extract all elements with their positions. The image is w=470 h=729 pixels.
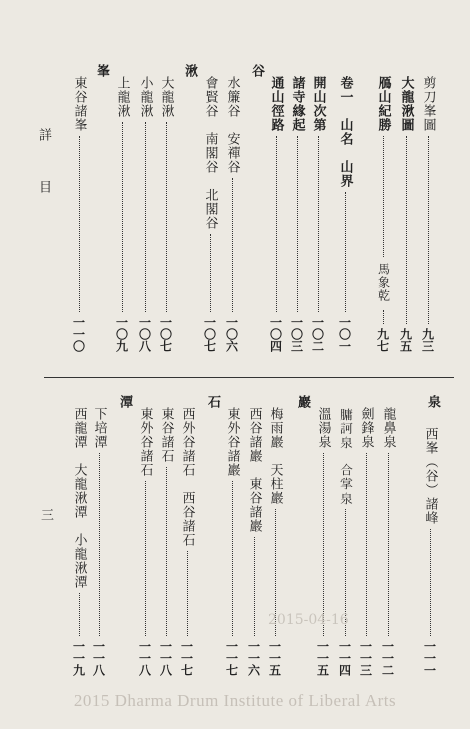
- entry-page-number: 一一六: [246, 640, 261, 676]
- leader-dots: [297, 136, 298, 312]
- entry-page-number: 一一七: [179, 640, 194, 676]
- upper-section-heading: 湫: [182, 64, 197, 78]
- entry-page-number: 九五: [398, 328, 413, 352]
- entry-title: 溫湯泉: [315, 407, 331, 449]
- lower-section-heading: 巖: [295, 395, 310, 409]
- leader-dots: [187, 551, 188, 636]
- entry-page-number: 一一五: [315, 640, 330, 676]
- entry-title: 東谷諸石: [158, 407, 174, 463]
- leader-dots: [166, 467, 167, 636]
- upper-entry[interactable]: [158, 76, 174, 352]
- lower-entry[interactable]: [246, 407, 262, 676]
- entry-page-number: 一一七: [224, 640, 239, 676]
- lower-entry[interactable]: [91, 407, 107, 676]
- leader-dots: [406, 136, 407, 324]
- lower-entry[interactable]: [315, 407, 331, 676]
- leader-dots: [79, 136, 80, 312]
- entry-title: 下培潭: [91, 407, 107, 449]
- entry-page-number: 一一二: [380, 640, 395, 676]
- upper-entry[interactable]: [337, 76, 353, 352]
- entry-page-number: 一〇八: [137, 316, 152, 352]
- leader-dots: [232, 481, 233, 636]
- leader-dots: [122, 122, 123, 312]
- entry-page-number: 一一四: [337, 640, 352, 676]
- entry-page-number: 一一三: [358, 640, 373, 676]
- page-marker: 三: [38, 508, 53, 521]
- entry-page-number: 一〇七: [202, 316, 217, 352]
- entry-page-number: 一〇九: [114, 316, 129, 352]
- section-divider: [44, 377, 454, 378]
- leader-dots: [383, 136, 384, 257]
- side-label-bottom: 目: [36, 180, 51, 193]
- entry-title: 剪刀峯圖: [420, 76, 436, 132]
- upper-entry[interactable]: [71, 76, 87, 352]
- leader-dots: [428, 136, 429, 324]
- watermark-footer: 2015 Dharma Drum Institute of Liberal Arts: [73, 691, 397, 710]
- entry-title: 𦟛訶泉 合掌泉: [337, 407, 353, 505]
- lower-section-heading: 潭: [117, 395, 132, 409]
- entry-title: 東外谷諸石: [137, 407, 153, 477]
- upper-entry[interactable]: [202, 76, 218, 352]
- leader-dots: [323, 453, 324, 636]
- lower-section-heading: 石: [205, 395, 220, 409]
- leader-dots: [254, 537, 255, 636]
- date-stamp: 2015-04-16: [268, 612, 349, 628]
- entry-title: 大龍湫圖: [398, 76, 414, 132]
- entry-page-number: 一〇三: [289, 316, 304, 352]
- leader-dots: [210, 234, 211, 312]
- lower-entry[interactable]: [380, 407, 396, 676]
- entry-title: 西外谷諸石 西谷諸石: [179, 407, 195, 547]
- entry-page-number: 一一一: [422, 640, 437, 676]
- upper-entry[interactable]: [224, 76, 240, 352]
- upper-entry[interactable]: [375, 76, 391, 352]
- entry-page-number: 一〇四: [268, 316, 283, 352]
- entry-title: 水簾谷 安禪谷: [224, 76, 240, 174]
- lower-entry[interactable]: [358, 407, 374, 676]
- entry-title: 上龍湫: [114, 76, 130, 118]
- lower-entry[interactable]: [179, 407, 195, 676]
- entry-title: 大龍湫: [158, 76, 174, 118]
- entry-title: 通山徑路: [268, 76, 284, 132]
- entry-title: 西谷諸巖 東谷諸巖: [246, 407, 262, 533]
- entry-title: 鴈山紀勝: [375, 76, 391, 132]
- leader-dots: [145, 481, 146, 636]
- leader-dots: [318, 136, 319, 312]
- entry-page-number: 一一九: [71, 640, 86, 676]
- upper-entry[interactable]: [310, 76, 326, 352]
- leader-dots: [79, 593, 80, 636]
- lower-entry[interactable]: [158, 407, 174, 676]
- entry-page-number: 九七: [375, 328, 390, 352]
- upper-entry[interactable]: [114, 76, 130, 352]
- entry-page-number: 一〇二: [310, 316, 325, 352]
- lower-entry[interactable]: [137, 407, 153, 676]
- upper-entry[interactable]: [420, 76, 436, 352]
- entry-page-number: 九三: [420, 328, 435, 352]
- upper-entry[interactable]: [398, 76, 414, 352]
- entry-page-number: 一一八: [91, 640, 106, 676]
- entry-title: 西龍潭 大龍湫潭 小龍湫潭: [71, 407, 87, 589]
- leader-dots: [166, 122, 167, 312]
- lower-entry[interactable]: [337, 407, 353, 676]
- entry-author: 馬象乾: [376, 263, 391, 302]
- leader-dots: [383, 310, 384, 324]
- side-label-top: 詳: [36, 128, 51, 141]
- entry-title: 劍鋒泉: [358, 407, 374, 449]
- entry-page-number: 一一〇: [71, 316, 86, 352]
- lower-section-heading: 泉: [425, 395, 440, 409]
- entry-title: 卷一 山名 山界: [337, 76, 353, 188]
- lower-entry[interactable]: [267, 407, 283, 676]
- leader-dots: [232, 178, 233, 312]
- entry-title: 龍鼻泉: [380, 407, 396, 449]
- entry-page-number: 一〇一: [337, 316, 352, 352]
- entry-title: 東谷諸峯: [71, 76, 87, 132]
- leader-dots: [145, 122, 146, 312]
- upper-entry[interactable]: [268, 76, 284, 352]
- entry-title: 開山次第: [310, 76, 326, 132]
- upper-section-heading: 峯: [94, 64, 109, 78]
- leader-dots: [430, 529, 431, 636]
- leader-dots: [366, 453, 367, 636]
- entry-page-number: 一〇七: [158, 316, 173, 352]
- lower-entry[interactable]: [71, 407, 87, 676]
- upper-entry[interactable]: [137, 76, 153, 352]
- entry-title: 西峯（谷）諸峰: [422, 427, 438, 525]
- entry-page-number: 一一五: [267, 640, 282, 676]
- entry-title: 小龍湫: [137, 76, 153, 118]
- entry-title: 會賢谷 南閣谷 北閣谷: [202, 76, 218, 230]
- leader-dots: [388, 453, 389, 636]
- entry-title: 諸寺緣起: [289, 76, 305, 132]
- entry-page-number: 一一八: [158, 640, 173, 676]
- lower-entry[interactable]: [224, 407, 240, 676]
- entry-page-number: 一一八: [137, 640, 152, 676]
- entry-title: 梅雨巖 天柱巖: [267, 407, 283, 505]
- leader-dots: [99, 453, 100, 636]
- upper-section-heading: 谷: [249, 64, 264, 78]
- leader-dots: [276, 136, 277, 312]
- entry-title: 東外谷諸巖: [224, 407, 240, 477]
- entry-page-number: 一〇六: [224, 316, 239, 352]
- upper-entry[interactable]: [289, 76, 305, 352]
- lower-entry[interactable]: [422, 427, 438, 676]
- leader-dots: [345, 192, 346, 312]
